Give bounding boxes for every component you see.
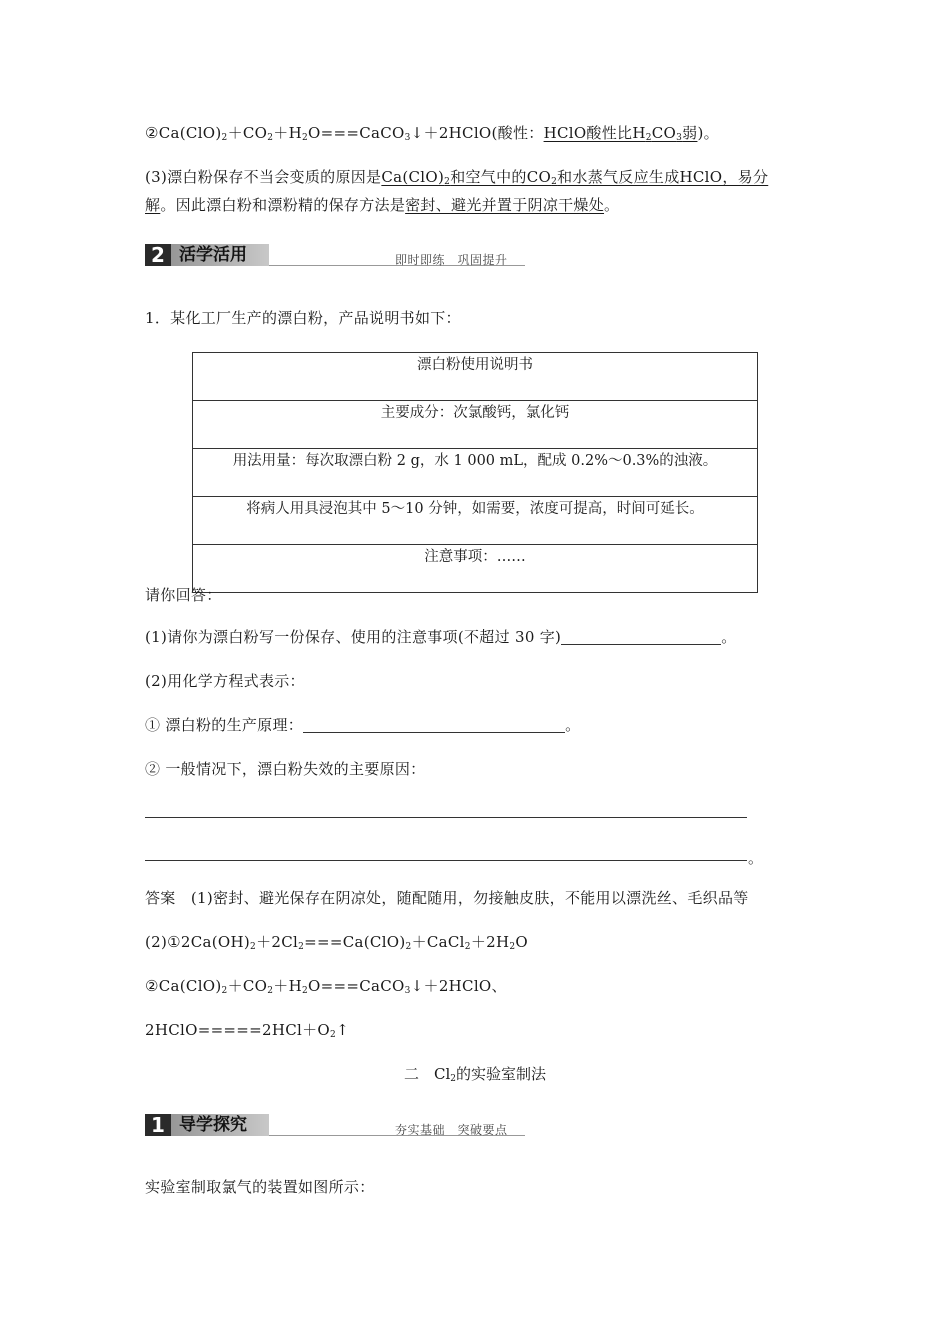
banner-subtitle: 即时即练 巩固提升 xyxy=(395,253,508,267)
table-row: 主要成分：次氯酸钙，氯化钙 xyxy=(193,401,758,449)
closing-text: 实验室制取氯气的装置如图所示： xyxy=(145,1178,375,1196)
answer-blank[interactable] xyxy=(561,630,721,645)
question-2: (2)用化学方程式表示： xyxy=(145,672,305,690)
question-2b: ② 一般情况下，漂白粉失效的主要原因： xyxy=(145,760,426,778)
answer-blank[interactable] xyxy=(145,817,747,818)
answer-3: $②Ca(ClO)_2+CO_2+H_2O===CaCO_3↓+2HClO$、 xyxy=(145,977,507,996)
table-row: 用法用量：每次取漂白粉 2 g，水 1 000 mL，配成 0.2%～0.3%的浊液。 xyxy=(193,449,758,497)
answer-2: $(2)①2Ca(OH)_2+2Cl_2===Ca(ClO)_2+CaCl_2+2H_2O$ xyxy=(145,933,528,952)
banner-number: 2 xyxy=(145,244,171,266)
answer-4: $2HClO=====2HCl+O_2↑$ xyxy=(145,1021,349,1040)
answer-1: 答案 (1)密封、避光保存在阴凉处，随配随用，勿接触皮肤，不能用以漂洗丝、毛织品等 xyxy=(145,889,749,907)
answer-blank[interactable] xyxy=(145,860,747,861)
blank-end-punct: 。 xyxy=(748,849,764,867)
answer-blank[interactable] xyxy=(303,718,565,733)
question-intro: 1．某化工厂生产的漂白粉，产品说明书如下： xyxy=(145,309,461,327)
section-banner-practice xyxy=(145,240,525,270)
acidity-note: HClO酸性比$H_2CO_3$弱 xyxy=(543,124,698,143)
table-row: 漂白粉使用说明书 xyxy=(193,353,758,401)
equation-2: $②Ca(ClO)_2+CO_2+H_2O===CaCO_3↓+2HClO$(酸性：HClO酸性比$H_2CO_3$弱)。 xyxy=(145,124,719,143)
banner-title: 导学探究 xyxy=(179,1115,247,1135)
paragraph-3-line2: 解。因此漂白粉和漂粉精的保存方法是密封、避光并置于阴凉干燥处。 xyxy=(145,196,620,214)
table-row: 将病人用具浸泡其中 5～10 分钟，如需要，浓度可提高，时间可延长。 xyxy=(193,497,758,545)
banner-title: 活学活用 xyxy=(179,245,247,265)
answer-prompt: 请你回答： xyxy=(145,586,222,604)
paragraph-3-line1: (3)漂白粉保存不当会变质的原因是$Ca(ClO)_2$和空气中的$CO_2$和水蒸气反应生成HClO，易分 xyxy=(145,168,769,187)
banner-subtitle: 夯实基础 突破要点 xyxy=(395,1123,508,1137)
instruction-table xyxy=(192,352,758,593)
table-row: 注意事项：…… xyxy=(193,545,758,593)
section-banner-guide xyxy=(145,1110,525,1140)
banner-number: 1 xyxy=(145,1114,171,1136)
section-title: 二 $Cl_2$的实验室制法 xyxy=(403,1065,547,1084)
question-1: (1)请你为漂白粉写一份保存、使用的注意事项(不超过 30 字) 。 xyxy=(145,628,737,646)
question-2a: ① 漂白粉的生产原理： 。 xyxy=(145,716,581,734)
